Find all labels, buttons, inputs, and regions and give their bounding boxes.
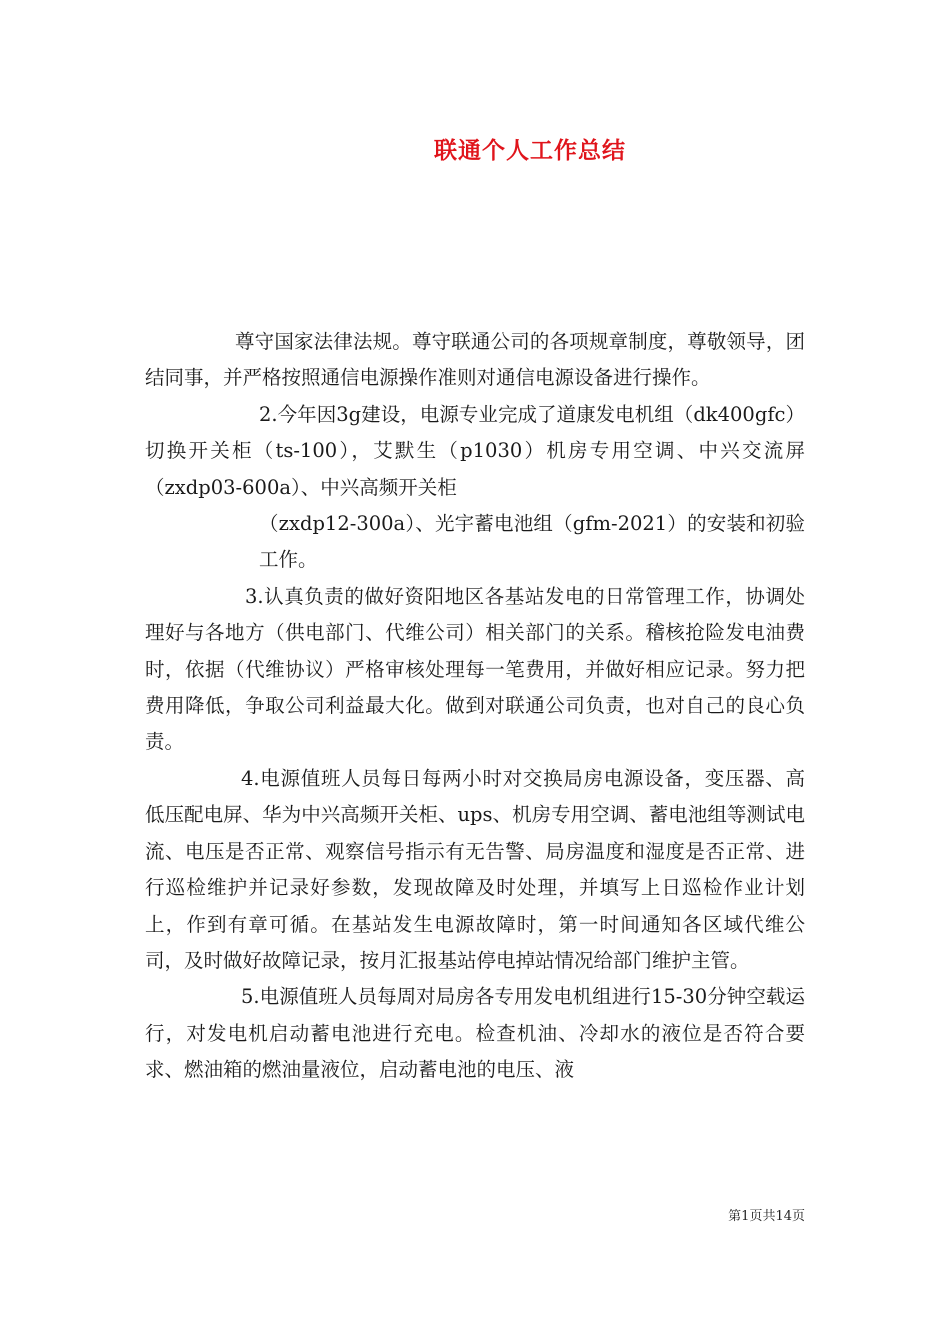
document-title: 联通个人工作总结 bbox=[434, 137, 626, 164]
document-body bbox=[145, 324, 805, 1089]
paragraph-1: 尊守国家法律法规。尊守联通公司的各项规章制度，尊敬领导，团结同事，并严格按照通信电源操作准则对通信电源设备进行操作。 bbox=[145, 330, 805, 390]
paragraph-4: 4.电源值班人员每日每两小时对交换局房电源设备，变压器、高低压配电屏、华为中兴高频开关柜、ups、机房专用空调、蓄电池组等测试电流、电压是否正常、观察信号指示有无告警、局房温度和湿度是否正常、进行巡检维护并记录好参数，发现故障及时处理，并填写上日巡检作业计划上，作到有章可循。在基站发生电源故障时，第一时间通知各区域代维公司，及时做好故障记录，按月汇报基站停电掉站情况给部门维护主管。 bbox=[145, 766, 805, 972]
paragraph-2-part-2: （zxdp12-300a）、光宇蓄电池组（gfm-2021）的安装和初验工作。 bbox=[259, 512, 805, 572]
paragraph-5: 5.电源值班人员每周对局房各专用发电机组进行15-30分钟空载运行，对发电机启动蓄电池进行充电。检查机油、冷却水的液位是否符合要求、燃油箱的燃油量液位，启动蓄电池的电压、液 bbox=[145, 985, 805, 1082]
page-number-footer: 第1页共14页 bbox=[728, 1209, 805, 1224]
paragraph-3: 3.认真负责的做好资阳地区各基站发电的日常管理工作，协调处理好与各地方（供电部门、代维公司）相关部门的关系。稽核抢险发电油费时，依据（代维协议）严格审核处理每一笔费用，并做好相应记录。努力把费用降低，争取公司利益最大化。做到对联通公司负责，也对自己的良心负责。 bbox=[145, 584, 805, 754]
paragraph-2-part-1: 2.今年因3g建设，电源专业完成了道康发电机组（dk400gfc）切换开关柜（ts-100），艾默生（p1030）机房专用空调、中兴交流屏（zxdp03-600a）、中兴高频开关柜 bbox=[145, 402, 805, 499]
paragraph-2 bbox=[145, 397, 805, 579]
